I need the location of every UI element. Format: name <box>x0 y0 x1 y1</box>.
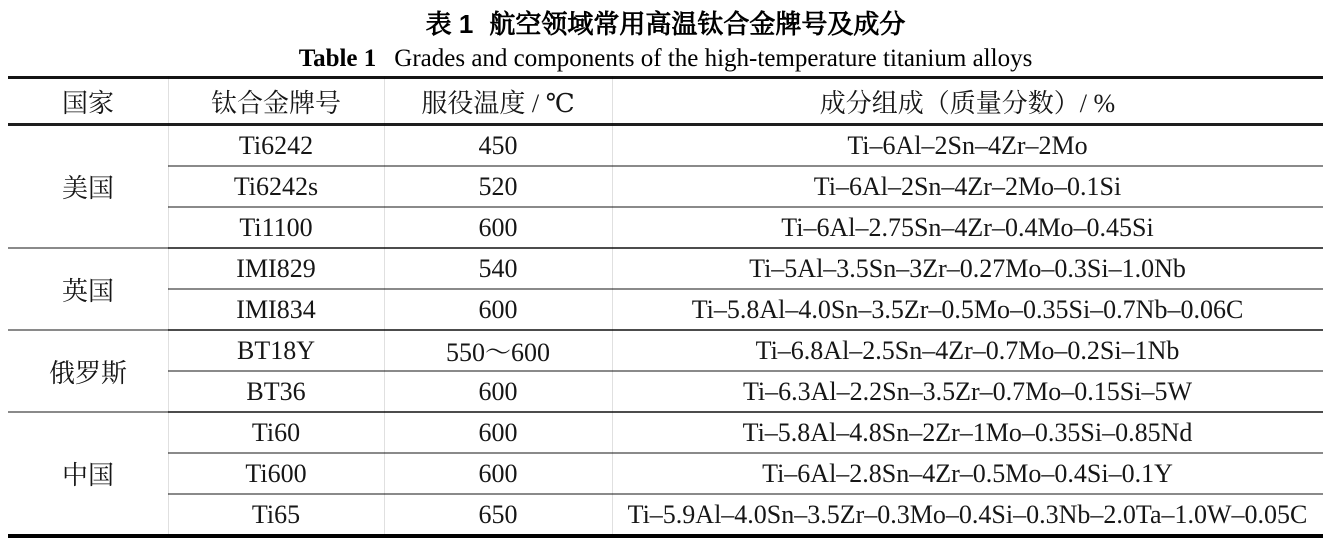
col-header-country: 国家 <box>8 78 168 125</box>
table-row <box>8 166 1323 207</box>
composition-cell: Ti–6Al–2Sn–4Zr–2Mo <box>612 125 1323 167</box>
table-row <box>8 371 1323 412</box>
alloys-table <box>8 76 1323 538</box>
composition-cell: Ti–5.8Al–4.8Sn–2Zr–1Mo–0.35Si–0.85Nd <box>612 412 1323 453</box>
temp-cell: 600 <box>384 453 612 494</box>
temp-cell: 520 <box>384 166 612 207</box>
grade-cell: Ti6242s <box>168 166 384 207</box>
composition-cell: Ti–5Al–3.5Sn–3Zr–0.27Mo–0.3Si–1.0Nb <box>612 248 1323 289</box>
grade-cell: Ti600 <box>168 453 384 494</box>
composition-cell: Ti–6Al–2.8Sn–4Zr–0.5Mo–0.4Si–0.1Y <box>612 453 1323 494</box>
col-header-temperature: 服役温度 / ℃ <box>384 78 612 125</box>
temp-cell: 650 <box>478 499 518 529</box>
grade-cell: Ti65 <box>251 499 301 529</box>
temp-cell: 550～600 <box>384 330 612 371</box>
composition-cell: Ti–6.8Al–2.5Sn–4Zr–0.7Mo–0.2Si–1Nb <box>612 330 1323 371</box>
table-wrap <box>8 76 1323 538</box>
composition-cell: Ti–5.9Al–4.0Sn–3.5Zr–0.3Mo–0.4Si–0.3Nb–2.0Ta–1.0W–0.05C <box>627 499 1308 529</box>
table-caption-zh-label: 表 1 <box>425 9 474 39</box>
table-row <box>8 125 1323 167</box>
header-row <box>8 78 1323 125</box>
grade-cell: BT36 <box>168 371 384 412</box>
country-cell: 中国 <box>8 412 168 536</box>
temp-cell: 600 <box>384 371 612 412</box>
col-header-composition: 成分组成（质量分数）/ % <box>612 78 1323 125</box>
composition-cell: Ti–6Al–2.75Sn–4Zr–0.4Mo–0.45Si <box>612 207 1323 248</box>
grade-cell: Ti1100 <box>168 207 384 248</box>
composition-cell: Ti–6.3Al–2.2Sn–3.5Zr–0.7Mo–0.15Si–5W <box>612 371 1323 412</box>
table-row <box>8 494 1323 536</box>
table-caption-en-text: Grades and components of the high-temperature titanium alloys <box>394 45 1033 72</box>
table-row <box>8 412 1323 453</box>
table-caption-en-label: Table 1 <box>298 45 377 72</box>
temp-cell: 600 <box>384 412 612 453</box>
table-caption-zh <box>0 0 1331 42</box>
grade-cell: IMI834 <box>168 289 384 330</box>
temp-cell: 450 <box>384 125 612 167</box>
grade-cell: IMI829 <box>168 248 384 289</box>
table-row <box>8 453 1323 494</box>
grade-cell: BT18Y <box>168 330 384 371</box>
table-caption-zh-text: 航空领域常用高温钛合金牌号及成分 <box>489 9 906 39</box>
country-cell: 美国 <box>8 125 168 249</box>
grade-cell: Ti6242 <box>168 125 384 167</box>
temp-cell: 600 <box>384 289 612 330</box>
grade-cell: Ti60 <box>168 412 384 453</box>
table-row <box>8 248 1323 289</box>
col-header-grade: 钛合金牌号 <box>168 78 384 125</box>
country-cell: 俄罗斯 <box>8 330 168 412</box>
temp-cell: 540 <box>384 248 612 289</box>
table-row <box>8 330 1323 371</box>
composition-cell: Ti–6Al–2Sn–4Zr–2Mo–0.1Si <box>612 166 1323 207</box>
table-caption-en <box>0 44 1331 74</box>
table-row <box>8 289 1323 330</box>
temp-cell: 600 <box>384 207 612 248</box>
table-row <box>8 207 1323 248</box>
composition-cell: Ti–5.8Al–4.0Sn–3.5Zr–0.5Mo–0.35Si–0.7Nb–0.06C <box>612 289 1323 330</box>
country-cell: 英国 <box>8 248 168 330</box>
